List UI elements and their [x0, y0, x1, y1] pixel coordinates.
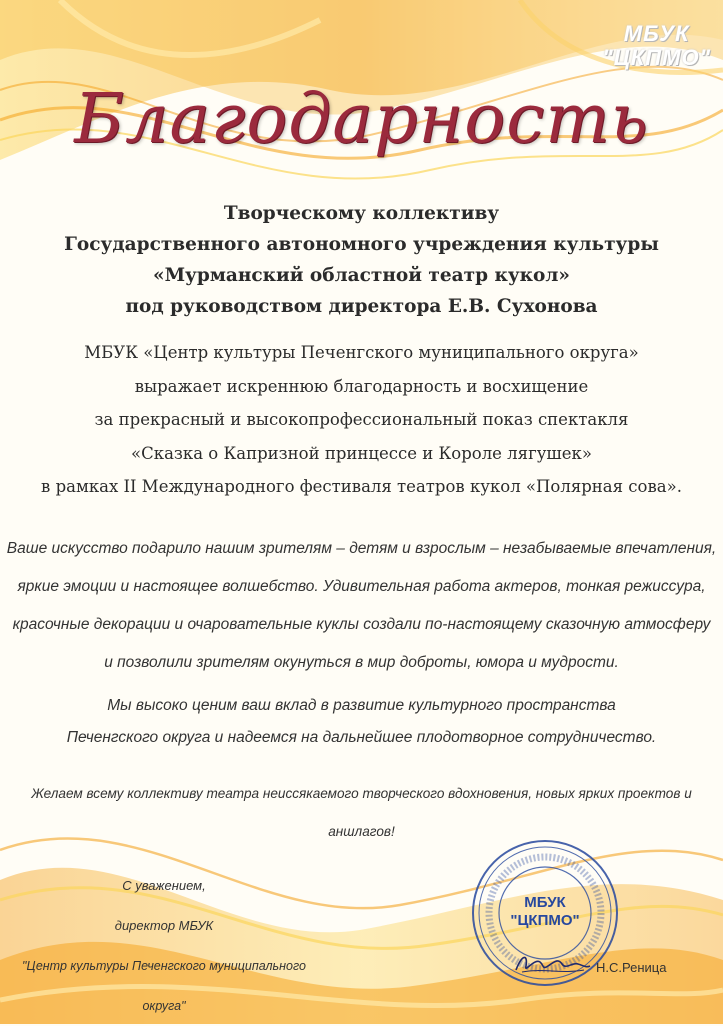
recipient-line: Государственного автономного учреждения культуры: [64, 234, 659, 255]
praise-block: [0, 530, 723, 682]
logo-line-2: "ЦКПМО": [602, 45, 711, 70]
appreciation-line: Мы высоко ценим ваш вклад в развитие культурного пространства: [107, 697, 616, 714]
thanks-line: «Сказка о Капризной принцессе и Короле лягушек»: [131, 443, 592, 463]
praise-line: яркие эмоции и настоящее волшебство. Удивительная работа актеров, тонкая режиссура,: [17, 578, 706, 595]
praise-line: Ваше искусство подарило нашим зрителям – детям и взрослым – незабываемые впечатления,: [6, 540, 717, 557]
document-title: Благодарность: [74, 80, 649, 159]
wish-line: Желаем всему коллективу театра неиссякаемого творческого вдохновения, новых ярких проектов и аншлагов!: [31, 786, 692, 839]
recipient-line: под руководством директора Е.В. Сухонова: [125, 296, 598, 317]
recipient-line: «Мурманский областной театр кукол»: [153, 265, 570, 286]
thanks-line: выражает искреннюю благодарность и восхищение: [134, 376, 589, 396]
signer-position: директор МБУК: [114, 918, 214, 933]
stamp-line-1: МБУК: [524, 894, 566, 911]
thanks-line: МБУК «Центр культуры Печенгского муниципального округа»: [84, 343, 639, 362]
thanks-line: в рамках II Международного фестиваля театров кукол «Полярная сова».: [41, 477, 682, 496]
organization-logo: [602, 22, 711, 70]
stamp-text: [470, 894, 620, 930]
appreciation-block: [0, 690, 723, 754]
thanks-block: [0, 336, 723, 504]
signature-block: [14, 866, 314, 1026]
signer-organization: "Центр культуры Печенгского муниципального округа": [22, 959, 306, 1013]
logo-line-1: МБУК: [623, 21, 690, 46]
recipient-line: Творческому коллективу: [223, 203, 500, 224]
signer-name: Н.С.Реница: [596, 960, 667, 975]
regards-text: С уважением,: [122, 878, 206, 893]
praise-line: красочные декорации и очаровательные куклы создали по-настоящему сказочную атмосферу: [12, 616, 711, 633]
recipient-block: [0, 198, 723, 322]
handwritten-signature: [512, 948, 592, 978]
praise-line: и позволили зрителям окунуться в мир доброты, юмора и мудрости.: [104, 654, 619, 671]
thanks-line: за прекрасный и высокопрофессиональный показ спектакля: [94, 410, 629, 429]
stamp-line-2: "ЦКПМО": [510, 912, 580, 929]
appreciation-line: Печенгского округа и надеемся на дальнейшее плодотворное сотрудничество.: [66, 729, 657, 746]
